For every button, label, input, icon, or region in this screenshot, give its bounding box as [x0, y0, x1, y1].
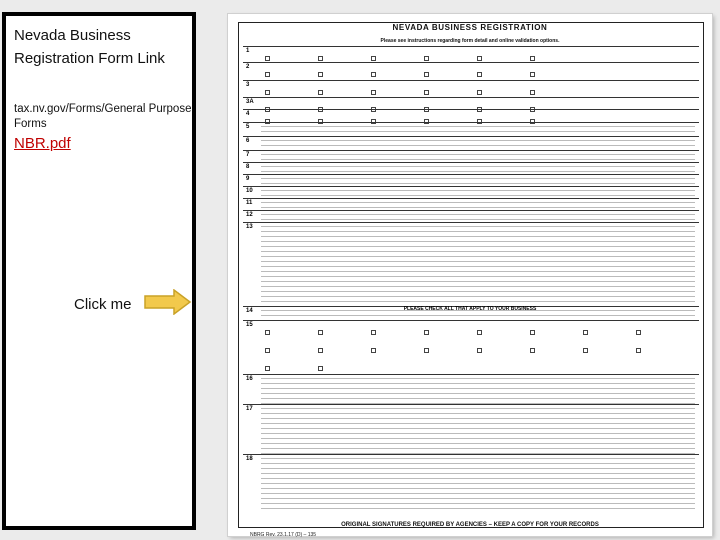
form-checkbox[interactable]: [318, 330, 323, 335]
form-checkbox[interactable]: [424, 348, 429, 353]
row-number: 1: [246, 48, 250, 54]
form-checkbox[interactable]: [265, 72, 270, 77]
row-number: 6: [246, 138, 250, 144]
form-field-line: [261, 418, 695, 419]
form-instructions: Please see instructions regarding form detail and online validation options.: [380, 38, 560, 44]
form-field-line: [261, 159, 695, 160]
form-checkbox[interactable]: [371, 56, 376, 61]
form-field-line: [261, 443, 695, 444]
form-field-line: [261, 458, 695, 459]
form-field-lines: [261, 458, 695, 507]
form-field-line: [261, 468, 695, 469]
form-field-lines: [261, 166, 695, 172]
form-row: [243, 454, 699, 509]
right-arrow-icon[interactable]: [144, 289, 192, 315]
form-field-line: [261, 383, 695, 384]
form-field-line: [261, 296, 695, 297]
form-field-line: [261, 266, 695, 267]
form-revision: NBRG Rev. 23.1.17 (D) – 135: [250, 532, 317, 538]
form-field-line: [261, 276, 695, 277]
form-field-line: [261, 145, 695, 146]
form-checkbox[interactable]: [477, 72, 482, 77]
click-me-label: Click me: [74, 296, 132, 313]
form-checkbox[interactable]: [424, 72, 429, 77]
info-card: [2, 12, 196, 530]
row-number: 14: [246, 308, 253, 314]
form-field-line: [261, 388, 695, 389]
form-row: [243, 150, 699, 162]
row-number: 17: [246, 406, 253, 412]
form-checkbox[interactable]: [265, 56, 270, 61]
form-field-line: [261, 126, 695, 127]
form-field-lines: [261, 126, 695, 134]
form-field-line: [261, 498, 695, 499]
form-field-lines: [261, 214, 695, 220]
row-number: 15: [246, 322, 253, 328]
form-field-lines: [261, 378, 695, 402]
form-checkbox[interactable]: [318, 366, 323, 371]
form-field-line: [261, 226, 695, 227]
form-field-line: [261, 315, 695, 316]
form-checkbox[interactable]: [265, 366, 270, 371]
form-field-line: [261, 140, 695, 141]
form-field-line: [261, 171, 695, 172]
row-number: 13: [246, 224, 253, 230]
form-row: [243, 162, 699, 174]
form-field-lines: [261, 226, 695, 304]
form-checkbox[interactable]: [318, 90, 323, 95]
form-field-line: [261, 503, 695, 504]
form-field-line: [261, 433, 695, 434]
section-15-heading: PLEASE CHECK ALL THAT APPLY TO YOUR BUSINESS: [403, 306, 537, 312]
form-field-lines: [261, 408, 695, 452]
form-row: [243, 122, 699, 136]
row-number: 4: [246, 111, 250, 117]
form-field-line: [261, 463, 695, 464]
signature-notice: ORIGINAL SIGNATURES REQUIRED BY AGENCIES – KEEP A COPY FOR YOUR RECORDS: [341, 522, 599, 528]
form-field-line: [261, 286, 695, 287]
form-field-line: [261, 236, 695, 237]
row-number: 12: [246, 212, 253, 218]
form-field-line: [261, 281, 695, 282]
form-field-line: [261, 178, 695, 179]
checkbox-group: [265, 324, 693, 378]
form-url: tax.nv.gov/Forms/General Purpose Forms: [14, 103, 192, 130]
nbr-pdf-link[interactable]: NBR.pdf: [14, 135, 71, 152]
form-checkbox[interactable]: [530, 348, 535, 353]
form-field-line: [261, 428, 695, 429]
row-number: 9: [246, 176, 250, 182]
form-field-line: [261, 202, 695, 203]
form-field-line: [261, 271, 695, 272]
form-field-line: [261, 246, 695, 247]
form-field-lines: [261, 190, 695, 196]
form-checkbox[interactable]: [477, 348, 482, 353]
form-field-line: [261, 423, 695, 424]
form-field-line: [261, 488, 695, 489]
form-checkbox[interactable]: [530, 330, 535, 335]
form-checkbox[interactable]: [318, 72, 323, 77]
form-field-line: [261, 473, 695, 474]
form-field-line: [261, 261, 695, 262]
form-row: [243, 320, 699, 374]
form-field-line: [261, 448, 695, 449]
form-row: [243, 198, 699, 210]
row-number: 3: [246, 82, 250, 88]
form-field-line: [261, 393, 695, 394]
form-field-lines: [261, 140, 695, 148]
form-checkbox[interactable]: [424, 330, 429, 335]
form-field-line: [261, 493, 695, 494]
form-checkbox[interactable]: [424, 90, 429, 95]
form-field-line: [261, 219, 695, 220]
form-checkbox[interactable]: [583, 330, 588, 335]
form-checkbox[interactable]: [265, 90, 270, 95]
form-row: [243, 374, 699, 404]
row-number: 11: [246, 200, 253, 206]
row-number: 18: [246, 456, 253, 462]
form-field-line: [261, 166, 695, 167]
form-checkbox[interactable]: [371, 330, 376, 335]
form-field-line: [261, 291, 695, 292]
form-checkbox[interactable]: [318, 348, 323, 353]
form-field-line: [261, 231, 695, 232]
form-checkbox[interactable]: [530, 72, 535, 77]
form-field-line: [261, 378, 695, 379]
form-checkbox[interactable]: [636, 348, 641, 353]
card-title: Nevada Business Registration Form Link: [14, 27, 165, 67]
form-row: [243, 136, 699, 150]
form-document-preview[interactable]: [228, 14, 712, 536]
form-field-lines: [261, 154, 695, 160]
form-checkbox[interactable]: [371, 348, 376, 353]
form-checkbox[interactable]: [477, 90, 482, 95]
row-number: 16: [246, 376, 253, 382]
form-row: [243, 210, 699, 222]
row-number: 8: [246, 164, 250, 170]
form-field-line: [261, 195, 695, 196]
form-field-line: [261, 301, 695, 302]
form-row: [243, 222, 699, 306]
form-row: [243, 174, 699, 186]
form-title: NEVADA BUSINESS REGISTRATION: [392, 23, 548, 32]
form-field-line: [261, 154, 695, 155]
form-field-line: [261, 251, 695, 252]
form-checkbox[interactable]: [583, 348, 588, 353]
form-field-line: [261, 408, 695, 409]
row-number: 7: [246, 152, 250, 158]
form-checkbox[interactable]: [371, 90, 376, 95]
form-field-line: [261, 413, 695, 414]
form-field-line: [261, 398, 695, 399]
form-row: [243, 46, 699, 62]
form-row: [243, 97, 699, 109]
form-checkbox[interactable]: [424, 56, 429, 61]
form-field-line: [261, 207, 695, 208]
row-number: 3A: [246, 99, 254, 105]
row-number: 10: [246, 188, 253, 194]
form-field-line: [261, 508, 695, 509]
form-field-line: [261, 438, 695, 439]
form-row: [243, 80, 699, 97]
form-field-line: [261, 241, 695, 242]
row-number: 2: [246, 64, 250, 70]
form-checkbox[interactable]: [371, 72, 376, 77]
form-field-line: [261, 478, 695, 479]
form-checkbox[interactable]: [530, 56, 535, 61]
form-field-lines: [261, 178, 695, 184]
form-field-line: [261, 183, 695, 184]
form-checkbox[interactable]: [530, 90, 535, 95]
form-field-line: [261, 214, 695, 215]
row-number: 5: [246, 124, 250, 130]
form-field-lines: [261, 202, 695, 208]
form-field-line: [261, 190, 695, 191]
form-checkbox[interactable]: [477, 330, 482, 335]
form-checkbox[interactable]: [265, 348, 270, 353]
form-checkbox[interactable]: [477, 56, 482, 61]
form-field-line: [261, 131, 695, 132]
form-checkbox[interactable]: [265, 330, 270, 335]
form-field-line: [261, 256, 695, 257]
form-row: [243, 62, 699, 80]
form-checkbox[interactable]: [318, 56, 323, 61]
form-row: [243, 186, 699, 198]
form-row: [243, 404, 699, 454]
form-field-line: [261, 483, 695, 484]
form-checkbox[interactable]: [636, 330, 641, 335]
form-row: [243, 109, 699, 122]
